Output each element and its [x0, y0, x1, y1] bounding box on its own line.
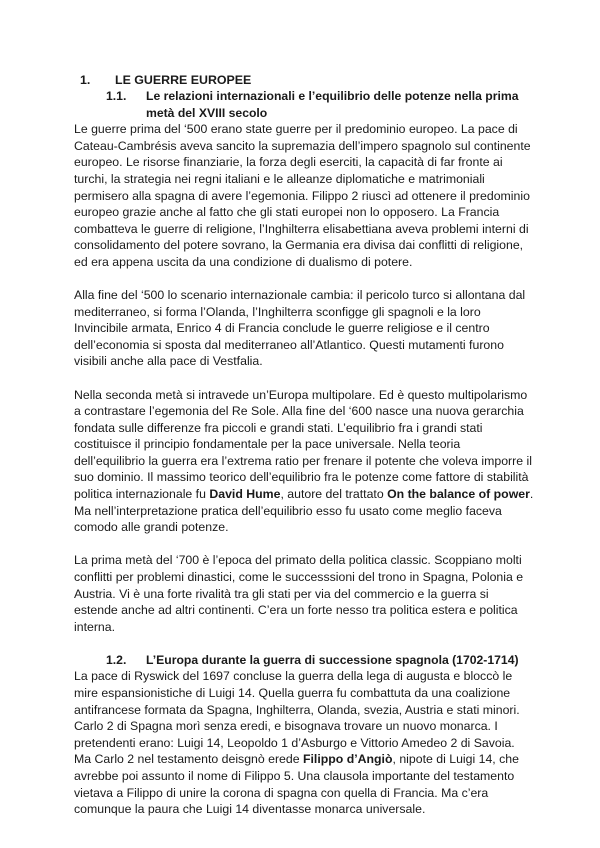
section-number: 1. [80, 73, 91, 87]
paragraph-1: Le guerre prima del ‘500 erano state guerre per il predominio europeo. La pace di Cateau-Cambrésis aveva sancito la supremazia dell’impero spagnolo sul continente europeo. Le risorse finanziarie, la forza degli eserciti, la capacità di far fronte ai turchi, la strategia nei regni italiani e le alleanze diplomatiche e matrimoniali permisero alla spagna di avere l’egemonia. Filippo 2 riuscì ad ottenere il predominio europeo grazie anche al fatto che gli stati europei non lo opposero. La Francia combatteva le guerre di religione, l’Inghilterra elisabettiana aveva problemi interni di consolidamento del potere sovrano, la Germania era divisa dai conflitti di religione, ed era appena uscita da una condizione di dualismo di potere. [74, 122, 531, 269]
subsection-title: Le relazioni internazionali e l’equilibrio delle potenze nella prima metà del XVIII secolo [146, 89, 519, 120]
paragraph-3-text-c: . Ma nell’interpretazione pratica dell’equilibrio esso fu usato come meglio faceva comodo alle grandi potenze. [74, 487, 534, 535]
heir-name: Filippo d’Angiò [303, 752, 393, 767]
section-title: LE GUERRE EUROPEE [115, 73, 252, 87]
paragraph-3 [74, 387, 534, 536]
document-body [74, 72, 534, 818]
author-name: David Hume [209, 487, 281, 502]
paragraph-5-text-b: , nipote di Luigi 14, che avrebbe poi assunto il nome di Filippo 5. Una clausola importante del testamento vietava a Filippo di unire la corona di spagna con quella di Francia. Ma c’era comunque la paura che Luigi 14 diventasse monarca universale. [74, 752, 519, 817]
paragraph-5 [74, 668, 534, 817]
paragraph-5-text-a: La pace di Ryswick del 1697 concluse la guerra della lega di augusta e bloccò le mire espansionistiche di Luigi 14. Quella guerra fu combattuta da una coalizione antifrancese formata da Spagna, Inghilterra, Olanda, svezia, Austria e stati minori. Carlo 2 di Spagna morì senza eredi, e bisognava trovare un nuovo monarca. I pretendenti erano: Luigi 14, Leopoldo 1 d’Asburgo e Vittorio Amedeo 2 di Savoia. Ma Carlo 2 nel testamento deisgnò erede [74, 669, 520, 767]
subsection-title: L’Europa durante la guerra di successione spagnola (1702-1714) [146, 652, 519, 667]
paragraph-3-text-a: Nella seconda metà si intravede un’Europa multipolare. Ed è questo multipolarismo a contrastare l’egemonia del Re Sole. Alla fine del ‘600 nasce una nuova gerarchia fondata sulle differenze fra piccoli e grandi stati. L’equilibrio fra i grandi stati costituisce il principio fondamentale per la pace universale. Nella teoria dell’equilibrio la guerra era l’extrema ratio per frenare il potente che voleva imporre il suo dominio. Il massimo teorico dell’equilibrio fra le potenze come fattore di stabilità politica internazionale fu [74, 387, 532, 502]
paragraph-4: La prima metà del ‘700 è l’epoca del primato della politica classic. Scoppiano molti conflitti per problemi dinastici, come le successsioni del trono in Spagna, Polonia e Austria. Vi è una forte rivalità tra gli stati per via del commercio e la guerra si estende anche ad altri continenti. C’era un forte nesso tra politica estera e politica interna. [74, 553, 524, 634]
paragraph-2: Alla fine del ‘500 lo scenario internazionale cambia: il pericolo turco si allontana dal mediterraneo, si forma l’Olanda, l’Inghilterra sconfigge gli spagnoli e la loro Invincibile armata, Enrico 4 di Francia conclude le guerre religiose e il centro dell’economia si sposta dal mediterraneo all’Atlantico. Questi mutamenti furono visibili anche alla pace di Vestfalia. [74, 288, 526, 369]
subsection-heading-1-1 [74, 88, 534, 121]
subsection-number: 1.2. [106, 652, 127, 667]
treatise-title: On the balance of power [387, 487, 530, 502]
paragraph-3-text-b: , autore del trattato [280, 487, 388, 502]
subsection-number: 1.1. [106, 89, 127, 103]
subsection-heading-1-2 [74, 652, 534, 669]
section-heading-1 [74, 72, 534, 88]
